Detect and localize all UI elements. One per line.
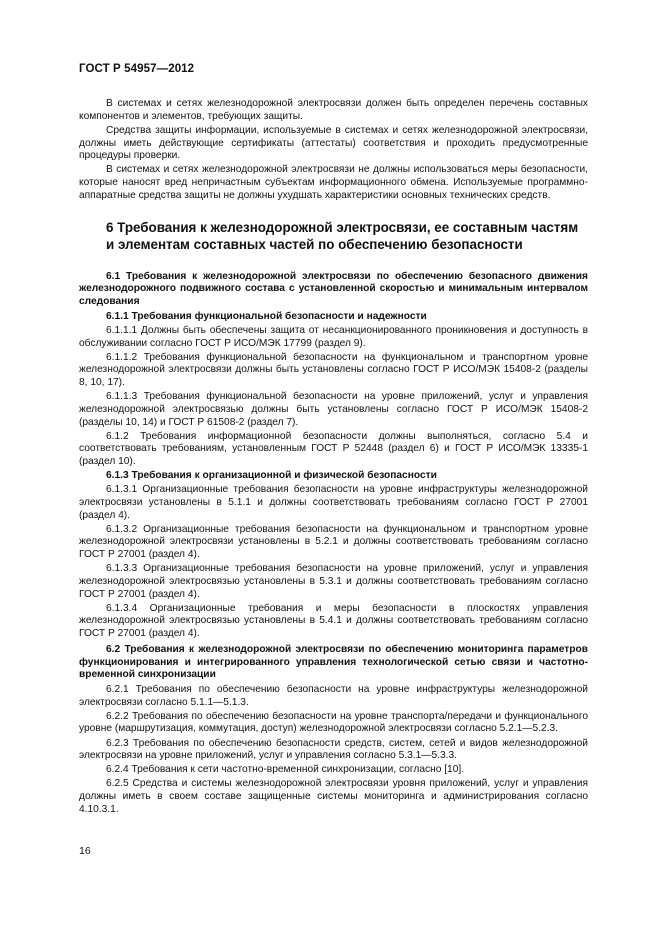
paragraph: 6.2.2 Требования по обеспечению безопасности на уровне транспорта/передачи и функционального уровне (маршрутизация, коммутация, доступ) железнодорожной электросвязи согласно 5.2.1—5.2.3. — [79, 710, 588, 735]
paragraph: 6.1.2 Требования информационной безопасности должны выполняться, согласно 5.4 и соответствовать требованиям, установленным ГОСТ Р 52448 (раздел 6) и ГОСТ Р ИСО/МЭК 13335-1 (раздел 10). — [79, 430, 588, 467]
subsection-6-1-heading: 6.1 Требования к железнодорожной электросвязи по обеспечению безопасного движения железнодорожного подвижного состава с установленной скоростью и минимальным интервалом следования — [79, 270, 588, 307]
paragraph: 6.1.1.1 Должны быть обеспечены защита от несанкционированного проникновения и доступность в обслуживании согласно ГОСТ Р ИСО/МЭК 17799 (раздел 9). — [79, 324, 588, 349]
subsection-6-1-1-heading: 6.1.1 Требования функциональной безопасности и надежности — [106, 310, 427, 322]
paragraph: 6.1.1.3 Требования функциональной безопасности на уровне приложений, услуг и управления железнодорожной электросвязью должны быть установлены согласно ГОСТ Р ИСО/МЭК 15408-2 (разделы 10, 14) и ГОСТ Р 61508-2 (раздел 7). — [79, 391, 588, 428]
paragraph: 6.2.1 Требования по обеспечению безопасности на уровне инфраструктуры железнодорожной электросвязи согласно 5.1.1—5.1.3. — [79, 683, 588, 708]
paragraph: 6.2.3 Требования по обеспечению безопасности средств, систем, сетей и видов железнодорожной электросвязи на уровне приложений, услуг и управления согласно 5.3.1—5.3.3. — [79, 737, 588, 762]
paragraph: 6.1.3.4 Организационные требования и меры безопасности в плоскостях управления железнодорожной электросвязью установлены в 5.4.1 и должны соответствовать требованиям согласно ГОСТ Р 27001 (раздел 4). — [79, 602, 588, 640]
subsection-6-1-3-heading: 6.1.3 Требования к организационной и физической безопасности — [106, 470, 437, 482]
section-6-heading-line1: 6 Требования к железнодорожной электросвязи, ее составным частям — [106, 220, 579, 236]
paragraph: 6.1.3.2 Организационные требования безопасности на функциональном и транспортном уровне железнодорожной электросвязи установлены в 5.2.1 и должны соответствовать требованиям согласно ГОСТ Р 27001 (раздел 4). — [79, 523, 588, 561]
section-6-heading-line2: и элементам составных частей по обеспечению безопасности — [106, 237, 523, 252]
page-number: 16 — [79, 845, 91, 857]
paragraph: 6.1.1.2 Требования функциональной безопасности на функциональном и транспортном уровне железнодорожной электросвязи должны быть установлены согласно ГОСТ Р ИСО/МЭК 15408-2 (разделы 8, 10, 17). — [79, 351, 588, 388]
standard-header: ГОСТ Р 54957—2012 — [79, 63, 195, 75]
subsection-6-2-heading: 6.2 Требования к железнодорожной электросвязи по обеспечению мониторинга параметров функционирования и интегрированного управления технологической сетью связи и частотно-временной синхронизации — [79, 643, 588, 681]
paragraph: 6.1.3.1 Организационные требования безопасности на уровне инфраструктуры железнодорожной электросвязи установлены в 5.1.1 и должны соответствовать требованиям согласно ГОСТ Р 27001 (раздел 4). — [79, 484, 588, 521]
paragraph: 6.2.5 Средства и системы железнодорожной электросвязи уровня приложений, услуг и управления должны иметь в своем составе защищенные системы мониторинга и администрирования согласно 4.10.3.1. — [79, 778, 588, 815]
paragraph: 6.1.3.3 Организационные требования безопасности на уровне приложений, услуг и управления железнодорожной электросвязью установлены в 5.3.1 и должны соответствовать требованиям согласно ГОСТ Р 27001 (раздел 4). — [79, 563, 588, 600]
section-6-heading — [79, 220, 588, 253]
paragraph: В системах и сетях железнодорожной электросвязи должен быть определен перечень составных компонентов и элементов, требующих защиты. — [79, 98, 588, 122]
paragraph: В системах и сетях железнодорожной электросвязи не должны использоваться меры безопасности, которые наносят вред непричастным субъектам информационного обмена. Используемые программно-аппаратные средства защиты не должны ухудшать характеристики основных технических средств. — [79, 164, 588, 201]
paragraph: Средства защиты информации, используемые в системах и сетях железнодорожной электросвязи, должны иметь действующие сертификаты (аттестаты) соответствия и проходить предусмотренные процедуры проверки. — [79, 124, 588, 162]
paragraph: 6.2.4 Требования к сети частотно-временной синхронизации, согласно [10]. — [106, 764, 465, 776]
document-body — [79, 98, 588, 818]
